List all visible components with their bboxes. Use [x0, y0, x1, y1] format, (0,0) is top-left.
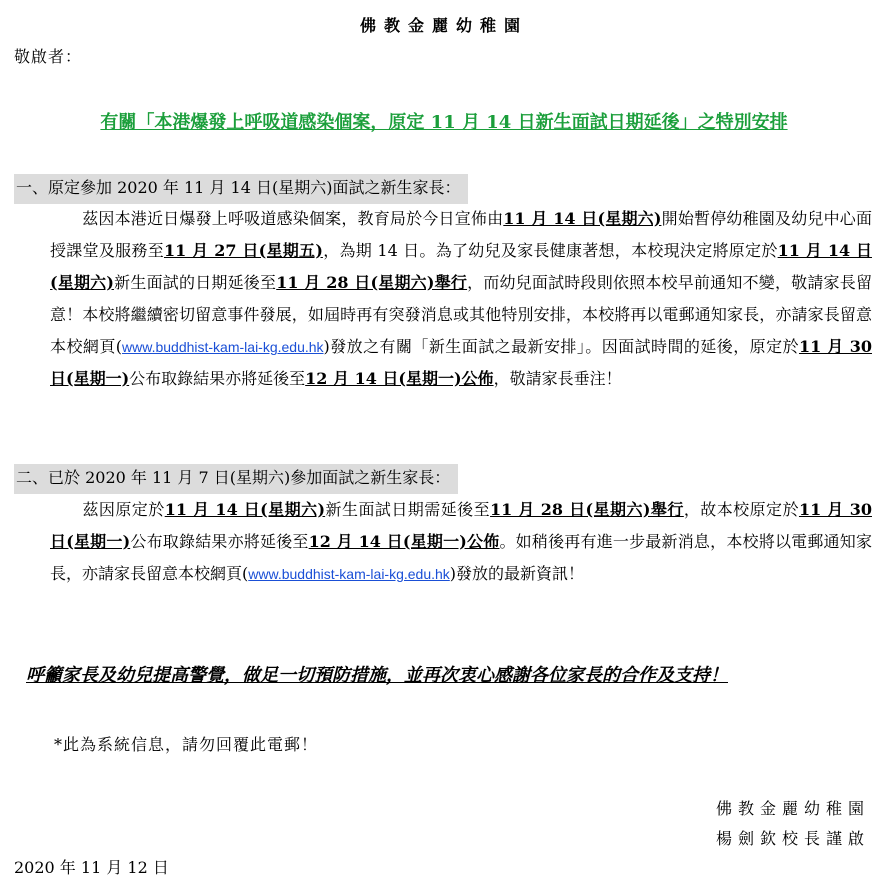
greeting: 敬啟者： [14, 47, 83, 66]
system-note: *此為系統信息，請勿回覆此電郵！ [54, 735, 319, 754]
school-website-link-2[interactable]: www.buddhist-kam-lai-kg.edu.hk [248, 566, 450, 582]
section-1-body: 茲因本港近日爆發上呼吸道感染個案，教育局於今日宣佈由11 月 14 日(星期六)開始暫停幼稚園及幼兒中心面授課堂及服務至11 月 27 日(星期五)，為期 14 日。為了幼兒及家長健康著想，本校現決定將原定於11 月 14 日(星期六)新生面試的日期延後至11 月 28 日(星期六)舉行，而幼兒面試時段則依照本校早前通知不變，敬請家長留意！本校將繼續密切留意事件發展，如屆時再有突發消息或其他特別安排，本校將再以電郵通知家長，亦請家長留意本校網頁(www.buddhist-kam-lai-kg.edu.hk)發放之有關「新生面試之最新安排」。因面試時間的延後，原定於11 月 30 日(星期一)公布取錄結果亦將延後至12 月 14 日(星期一)公佈，敬請家長垂注！ [50, 209, 872, 388]
signature-school: 佛教金麗幼稚園 [715, 799, 870, 818]
school-title: 佛教金麗幼稚園 [359, 16, 528, 35]
signature-principal: 楊劍欽校長謹啟 [715, 829, 870, 848]
section-1-heading: 一、原定參加 2020 年 11 月 14 日(星期六)面試之新生家長： [14, 174, 468, 204]
letter-date: 2020 年 11 月 12 日 [14, 858, 169, 877]
school-website-link[interactable]: www.buddhist-kam-lai-kg.edu.hk [122, 339, 324, 355]
section-2-body: 茲因原定於11 月 14 日(星期六)新生面試日期需延後至11 月 28 日(星期六)舉行，故本校原定於11 月 30 日(星期一)公布取錄結果亦將延後至12 月 14 日(星期一)公佈。如稍後再有進一步最新消息，本校將以電郵通知家長，亦請家長留意本校網頁(www.buddhist-kam-lai-kg.edu.hk)發放的最新資訊！ [50, 500, 872, 583]
notice-subject: 有關「本港爆發上呼吸道感染個案，原定 11 月 14 日新生面試日期延後」之特別安排 [100, 112, 788, 133]
closing-slogan: 呼籲家長及幼兒提高警覺，做足一切預防措施，並再次衷心感謝各位家長的合作及支持！ [26, 665, 728, 686]
section-2-heading: 二、已於 2020 年 11 月 7 日(星期六)參加面試之新生家長： [14, 464, 458, 494]
